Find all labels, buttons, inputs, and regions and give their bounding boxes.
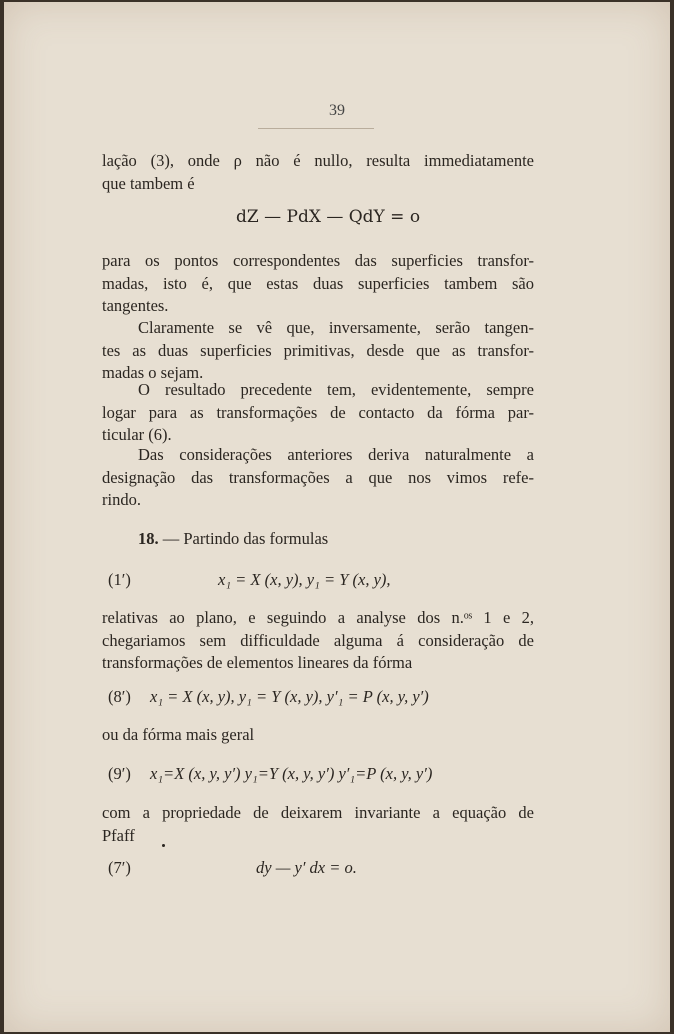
equation-label-7: (7′) bbox=[108, 858, 131, 877]
equation-dz: dZ — PdX — QdY = o bbox=[236, 207, 421, 227]
text-line: chegariamos sem difficuldade alguma á consideração de bbox=[102, 630, 534, 650]
text-line: para os pontos correspondentes das superficies transfor- bbox=[102, 251, 534, 270]
header-rule bbox=[258, 128, 374, 129]
text-line: ticular (6). bbox=[102, 425, 172, 444]
equation-label-1: (1′) bbox=[108, 570, 131, 589]
equation-8: x₁ = X (x, y), y₁ = Y (x, y), y′₁ = P (x, y, y′) bbox=[150, 687, 429, 706]
text-line: tes as duas superficies primitivas, desde que as transfor- bbox=[102, 340, 534, 360]
equation-label-9: (9′) bbox=[108, 764, 131, 783]
section-heading bbox=[102, 528, 534, 551]
text-line: ou da fórma mais geral bbox=[102, 725, 255, 744]
text-line: designação das transformações a que nos vimos refe- bbox=[102, 467, 534, 487]
paragraph-6 bbox=[102, 607, 534, 675]
text-line: O resultado precedente tem, evidentemente, sempre bbox=[138, 380, 534, 399]
section-number: 18. bbox=[138, 529, 159, 548]
equation-7: dy — y′ dx = o. bbox=[256, 858, 357, 877]
equation-label-8: (8′) bbox=[108, 687, 131, 706]
text-line: relativas ao plano, e seguindo a analyse dos n.ᵒˢ 1 e 2, bbox=[102, 608, 534, 627]
ink-speck bbox=[162, 844, 165, 847]
paragraph-5 bbox=[102, 444, 534, 512]
text-line: transformações de elementos lineares da fórma bbox=[102, 653, 413, 672]
page-number: 39 bbox=[329, 102, 345, 119]
paragraph-3 bbox=[102, 317, 534, 385]
text-line: rindo. bbox=[102, 490, 141, 509]
text-line: que tambem é bbox=[102, 173, 195, 193]
section-title: — Partindo das formulas bbox=[162, 529, 329, 548]
text-line: Das considerações anteriores deriva naturalmente a bbox=[138, 445, 534, 464]
text-line: com a propriedade de deixarem invariante a equação de bbox=[102, 803, 534, 822]
paragraph-2 bbox=[102, 250, 534, 318]
text-line: tangentes. bbox=[102, 296, 169, 315]
equation-9: x₁=X (x, y, y′) y₁=Y (x, y, y′) y′₁=P (x, y, y′) bbox=[150, 764, 433, 783]
paragraph-1 bbox=[102, 150, 534, 195]
text-line: madas o sejam. bbox=[102, 363, 204, 382]
book-page bbox=[4, 2, 670, 1032]
equation-1: x₁ = X (x, y), y₁ = Y (x, y), bbox=[218, 570, 391, 589]
text-line: lação (3), onde ρ não é nullo, resulta immediatamente bbox=[102, 151, 534, 170]
section-line bbox=[102, 528, 534, 551]
text-line: Claramente se vê que, inversamente, serão tangen- bbox=[138, 318, 534, 337]
text-line: logar para as transformações de contacto da fórma par- bbox=[102, 402, 534, 422]
paragraph-4 bbox=[102, 379, 534, 447]
paragraph-8 bbox=[102, 802, 534, 847]
text-line: madas, isto é, que estas duas superficies tambem são bbox=[102, 273, 534, 293]
paragraph-7 bbox=[102, 724, 534, 747]
text-line: Pfaff bbox=[102, 825, 135, 845]
